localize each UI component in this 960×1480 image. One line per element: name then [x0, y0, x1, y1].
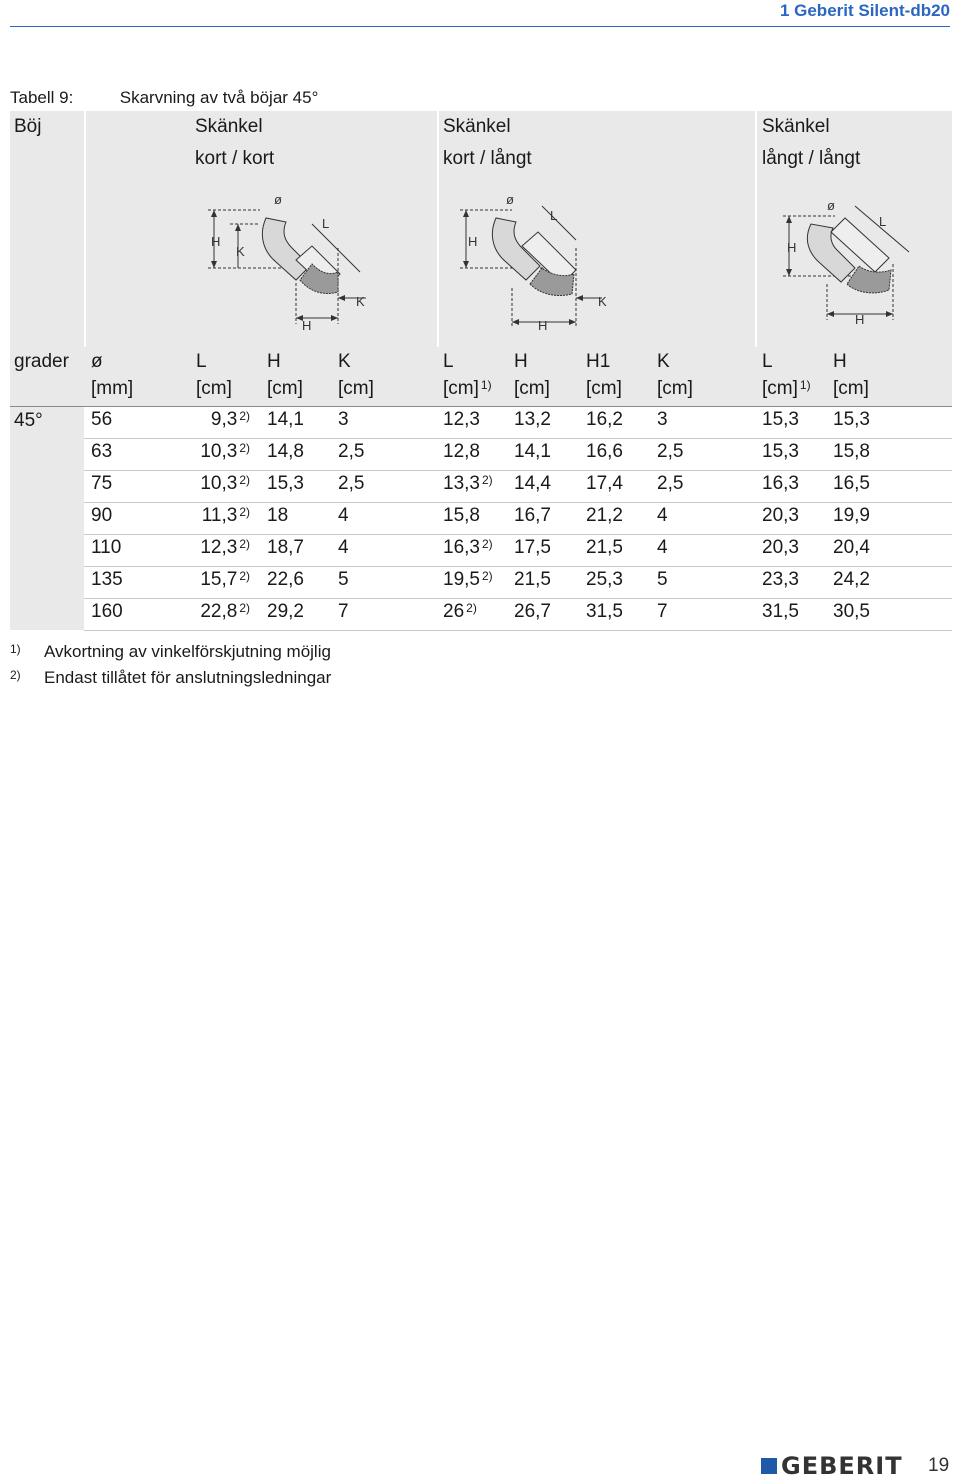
- table-cell: 24,2: [833, 569, 870, 590]
- col-header-diameter: ø: [91, 351, 103, 372]
- table-cell: 14,4: [514, 473, 551, 494]
- table-cell: 20,4: [833, 537, 870, 558]
- footnote-ref: 2): [239, 601, 250, 615]
- table-cell: 15,3: [762, 441, 799, 462]
- footnote-ref: 2): [239, 409, 250, 423]
- table-cell: 15,3: [267, 473, 304, 494]
- dim-label-l: L: [879, 214, 887, 229]
- geberit-logo: [761, 1452, 903, 1480]
- table-cell: 13,2: [514, 409, 551, 430]
- dim-label-h: H: [211, 234, 221, 249]
- table-cell: 11,3 $^{2)}$: [201, 505, 250, 526]
- table-cell: 4: [657, 505, 668, 526]
- footnote-ref: 2): [481, 473, 493, 487]
- col-header-grader: grader: [14, 351, 69, 372]
- angle-label: 45°: [14, 410, 43, 431]
- table-cell: 21,2: [586, 505, 623, 526]
- table-cell: 15,7 $^{2)}$: [200, 569, 250, 590]
- dim-label-l: L: [322, 216, 330, 231]
- col-header-kk-l-unit: [cm]: [196, 378, 232, 399]
- table-cell: 15,3: [833, 409, 870, 430]
- table-cell: 2,5: [338, 441, 365, 462]
- table-cell: 160: [91, 601, 123, 622]
- row-divider: [84, 534, 952, 535]
- table-cell: 12,8: [443, 441, 480, 462]
- kl-heading-line1: Skänkel: [443, 116, 511, 137]
- table-cell: 23,3: [762, 569, 799, 590]
- footnote-ref: 2): [239, 537, 250, 551]
- kk-heading-line2: kort / kort: [195, 148, 275, 169]
- col-header-kl-k: K: [657, 351, 670, 372]
- table-cell: 16,7: [514, 505, 551, 526]
- logo-wordmark: GEBERIT: [781, 1452, 903, 1480]
- elbow-diagram-short-short: [200, 188, 390, 338]
- row-divider: [84, 566, 952, 567]
- page-header: [10, 0, 950, 27]
- table-cell: 17,5: [514, 537, 551, 558]
- dim-label-h: H: [468, 234, 478, 249]
- table-title: Skarvning av två böjar 45°: [119, 88, 319, 107]
- table-cell: 25,3: [586, 569, 623, 590]
- table-cell: 18: [267, 505, 289, 526]
- footnote-ref: 2): [466, 601, 477, 615]
- table-cell: 20,3: [762, 537, 799, 558]
- dim-label-h: H: [538, 318, 548, 333]
- table-cell: 5: [657, 569, 668, 590]
- footnote-mark: 1): [10, 642, 21, 656]
- table-cell: 5: [338, 569, 349, 590]
- footnote-ref: 2): [239, 569, 250, 583]
- table-cell: 16,2: [586, 409, 623, 430]
- table-cell: 13,3 $^{2)}$: [443, 473, 493, 494]
- ll-heading-line1: Skänkel: [762, 116, 830, 137]
- table-cell: 20,3: [762, 505, 799, 526]
- dim-label-d: ø: [506, 192, 514, 207]
- dim-label-l: L: [550, 208, 558, 223]
- table-cell: 90: [91, 505, 113, 526]
- table-number: Tabell 9:: [10, 88, 74, 107]
- dim-label-d: ø: [827, 198, 835, 213]
- table-cell: 26,7: [514, 601, 551, 622]
- table-cell: 29,2: [267, 601, 304, 622]
- table-cell: 7: [338, 601, 349, 622]
- dim-label-h: H: [302, 318, 312, 333]
- table-cell: 14,8: [267, 441, 304, 462]
- footnote-ref: 1): [799, 378, 811, 392]
- table-cell: 16,5: [833, 473, 870, 494]
- table-cell: 10,3 $^{2)}$: [200, 473, 250, 494]
- elbow-diagram-long-long: [775, 188, 925, 328]
- col-header-kl-l: L: [443, 351, 454, 372]
- row-divider: [10, 406, 952, 407]
- table-cell: 4: [338, 537, 349, 558]
- table-cell: 22,6: [267, 569, 304, 590]
- col-header-kl-h1-unit: [cm]: [586, 378, 622, 399]
- footnote-1: [10, 642, 331, 662]
- kk-heading-line1: Skänkel: [195, 116, 263, 137]
- table-cell: 12,3: [443, 409, 480, 430]
- table-cell: 56: [91, 409, 113, 430]
- logo-square-icon: [761, 1458, 777, 1474]
- ll-heading-line2: långt / långt: [762, 148, 861, 169]
- table-cell: 30,5: [833, 601, 870, 622]
- col-header-kk-k-unit: [cm]: [338, 378, 374, 399]
- table-cell: 17,4: [586, 473, 623, 494]
- table-cell: 18,7: [267, 537, 304, 558]
- col-header-kl-l-unit: [cm] $^{1)}$: [443, 378, 492, 399]
- footnote-ref: 2): [239, 473, 250, 487]
- table-cell: 110: [91, 537, 122, 558]
- table-cell: 15,3: [762, 409, 799, 430]
- table-cell: 3: [338, 409, 349, 430]
- table-cell: 19,9: [833, 505, 870, 526]
- page-number: 19: [928, 1455, 950, 1476]
- dim-label-d: ø: [274, 192, 282, 207]
- footnote-ref: 1): [480, 378, 492, 392]
- table-cell: 7: [657, 601, 668, 622]
- table-cell: 21,5: [586, 537, 623, 558]
- dim-label-k: K: [598, 294, 607, 309]
- table-caption: [10, 88, 318, 108]
- table-cell: 19,5 $^{2)}$: [443, 569, 493, 590]
- table-cell: 9,3 $^{2)}$: [210, 409, 250, 430]
- table-cell: 2,5: [338, 473, 365, 494]
- table-cell: 31,5: [586, 601, 623, 622]
- row-divider: [84, 438, 952, 439]
- col-header-ll-l-unit: [cm] $^{1)}$: [762, 378, 811, 399]
- table-cell: 4: [657, 537, 668, 558]
- dim-label-k: K: [356, 294, 365, 309]
- band-divider: [84, 111, 86, 347]
- kl-heading-line2: kort / långt: [443, 148, 532, 169]
- table-cell: 26 $^{2)}$: [443, 601, 477, 622]
- band-divider: [437, 111, 439, 347]
- table-cell: 16,3: [762, 473, 799, 494]
- angle-column-band: [10, 406, 84, 630]
- table-cell: 14,1: [267, 409, 304, 430]
- footnote-text: Endast tillåtet för anslutningsledningar: [44, 668, 332, 687]
- table-cell: 15,8: [443, 505, 480, 526]
- boj-heading: Böj: [14, 116, 42, 137]
- table-cell: 12,3 $^{2)}$: [200, 537, 250, 558]
- table-cell: 22,8 $^{2)}$: [200, 601, 250, 622]
- dim-label-k: K: [236, 244, 245, 259]
- col-header-ll-l: L: [762, 351, 773, 372]
- footnote-ref: 2): [239, 441, 250, 455]
- table-cell: 2,5: [657, 441, 684, 462]
- footnote-ref: 2): [239, 505, 250, 519]
- row-divider: [84, 598, 952, 599]
- col-header-kk-h-unit: [cm]: [267, 378, 303, 399]
- col-header-kl-k-unit: [cm]: [657, 378, 693, 399]
- col-header-kk-k: K: [338, 351, 351, 372]
- col-header-kl-h-unit: [cm]: [514, 378, 550, 399]
- col-header-kl-h: H: [514, 351, 528, 372]
- footnote-ref: 2): [481, 569, 493, 583]
- table-cell: 15,8: [833, 441, 870, 462]
- table-cell: 16,3 $^{2)}$: [443, 537, 493, 558]
- col-header-ll-h: H: [833, 351, 847, 372]
- row-divider: [84, 502, 952, 503]
- table-cell: 3: [657, 409, 668, 430]
- col-header-ll-h-unit: [cm]: [833, 378, 869, 399]
- table-cell: 135: [91, 569, 123, 590]
- col-header-kl-h1: H1: [586, 351, 611, 372]
- table-cell: 16,6: [586, 441, 623, 462]
- section-title: 1 Geberit Silent-db20: [779, 1, 950, 20]
- footnote-mark: 2): [10, 668, 21, 682]
- table-cell: 63: [91, 441, 113, 462]
- table-cell: 2,5: [657, 473, 684, 494]
- dim-label-h: H: [855, 312, 865, 327]
- table-cell: 4: [338, 505, 349, 526]
- table-cell: 75: [91, 473, 113, 494]
- row-divider: [84, 470, 952, 471]
- table-cell: 14,1: [514, 441, 551, 462]
- table-cell: 21,5: [514, 569, 551, 590]
- table-cell: 31,5: [762, 601, 799, 622]
- table-cell: 10,3 $^{2)}$: [200, 441, 250, 462]
- col-header-kk-l: L: [196, 351, 207, 372]
- col-header-diameter-unit: [mm]: [91, 378, 134, 399]
- footnote-2: [10, 668, 331, 688]
- elbow-diagram-short-long: [452, 188, 632, 338]
- dim-label-h: H: [787, 240, 797, 255]
- footnote-text: Avkortning av vinkelförskjutning möjlig: [44, 642, 331, 661]
- footnote-ref: 2): [481, 537, 493, 551]
- row-divider: [84, 630, 952, 631]
- col-header-kk-h: H: [267, 351, 281, 372]
- band-divider: [755, 111, 757, 347]
